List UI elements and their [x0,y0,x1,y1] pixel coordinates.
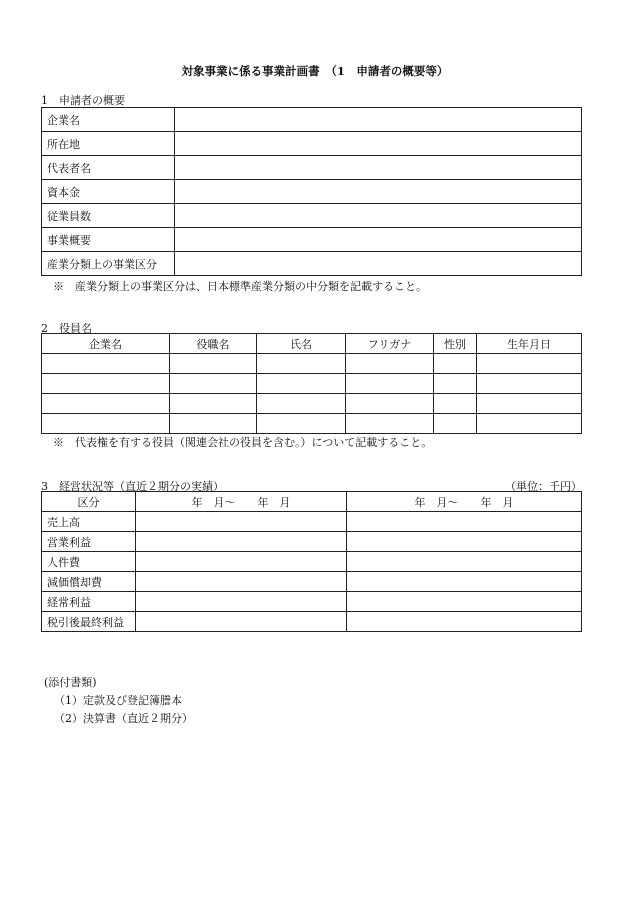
table-cell[interactable] [136,552,347,572]
section2-heading: 2 役員名 [41,322,92,335]
table-row [42,180,582,204]
col-header: 役職名 [170,334,257,354]
section1-heading: 1 申請者の概要 [41,94,125,107]
row-value[interactable] [175,204,582,228]
table-cell[interactable] [136,612,347,632]
table-cell[interactable] [257,354,346,374]
officers-table [41,333,582,434]
table-cell[interactable] [42,374,170,394]
table-cell[interactable] [347,572,582,592]
table-row [42,552,582,572]
table-cell[interactable] [136,572,347,592]
table-cell[interactable] [477,354,582,374]
table-cell[interactable] [346,374,434,394]
row-label: 資本金 [42,180,175,204]
row-value[interactable] [175,132,582,156]
table-row [42,374,582,394]
row-value[interactable] [175,156,582,180]
table-cell[interactable] [347,592,582,612]
col-header: 性別 [434,334,477,354]
row-label: 営業利益 [42,532,136,552]
col-header: 企業名 [42,334,170,354]
row-label: 人件費 [42,552,136,572]
table-cell[interactable] [434,374,477,394]
row-label: 従業員数 [42,204,175,228]
table-cell[interactable] [42,394,170,414]
table-cell[interactable] [346,354,434,374]
row-label: 事業概要 [42,228,175,252]
table-row [42,132,582,156]
table-cell[interactable] [42,414,170,434]
table-row [42,592,582,612]
col-header: フリガナ [346,334,434,354]
table-cell[interactable] [170,394,257,414]
table-row [42,512,582,532]
table-cell[interactable] [347,612,582,632]
table-cell[interactable] [346,394,434,414]
table-cell[interactable] [346,414,434,434]
table-cell[interactable] [257,394,346,414]
table-cell[interactable] [434,354,477,374]
applicant-overview-table [41,107,582,276]
row-label: 代表者名 [42,156,175,180]
row-value[interactable] [175,108,582,132]
table-cell[interactable] [170,354,257,374]
col-header: 生年月日 [477,334,582,354]
col-header: 年 月～ 年 月 [347,492,582,512]
attachment-item: （2）決算書（直近２期分） [54,712,193,725]
row-value[interactable] [175,180,582,204]
row-label: 減価償却費 [42,572,136,592]
table-header-row [42,492,582,512]
table-cell[interactable] [434,394,477,414]
row-value[interactable] [175,252,582,276]
table-row [42,108,582,132]
col-header: 年 月～ 年 月 [136,492,347,512]
business-status-table [41,491,582,632]
table-cell[interactable] [477,374,582,394]
attachment-item: （1）定款及び登記簿謄本 [54,694,182,707]
table-cell[interactable] [347,512,582,532]
row-label: 売上高 [42,512,136,532]
table-cell[interactable] [42,354,170,374]
table-row [42,572,582,592]
table-row [42,252,582,276]
row-label: 税引後最終利益 [42,612,136,632]
table-cell[interactable] [170,414,257,434]
document-title: 対象事業に係る事業計画書 （1 申請者の概要等） [181,64,449,78]
row-label: 企業名 [42,108,175,132]
table-row [42,612,582,632]
table-row [42,156,582,180]
row-label: 所在地 [42,132,175,156]
table-cell[interactable] [136,512,347,532]
table-cell[interactable] [257,414,346,434]
attachments-heading: (添付書類) [44,676,97,689]
table-row [42,414,582,434]
row-label: 経常利益 [42,592,136,612]
row-label: 産業分類上の事業区分 [42,252,175,276]
section1-note: ※ 産業分類上の事業区分は、日本標準産業分類の中分類を記載すること。 [53,280,427,293]
table-row [42,354,582,374]
col-header: 氏名 [257,334,346,354]
table-cell[interactable] [347,532,582,552]
table-row [42,394,582,414]
table-cell[interactable] [170,374,257,394]
table-row [42,532,582,552]
table-row [42,228,582,252]
section3-heading: 3 経営状況等（直近２期分の実績） [41,480,224,493]
table-cell[interactable] [477,394,582,414]
table-cell[interactable] [136,532,347,552]
row-value[interactable] [175,228,582,252]
table-header-row [42,334,582,354]
table-cell[interactable] [434,414,477,434]
table-cell[interactable] [136,592,347,612]
section2-note: ※ 代表権を有する役員（関連会社の役員を含む。）について記載すること。 [53,436,433,449]
unit-label: （単位：千円） [505,480,582,493]
table-cell[interactable] [347,552,582,572]
col-header: 区分 [42,492,136,512]
table-cell[interactable] [477,414,582,434]
table-cell[interactable] [257,374,346,394]
table-row [42,204,582,228]
